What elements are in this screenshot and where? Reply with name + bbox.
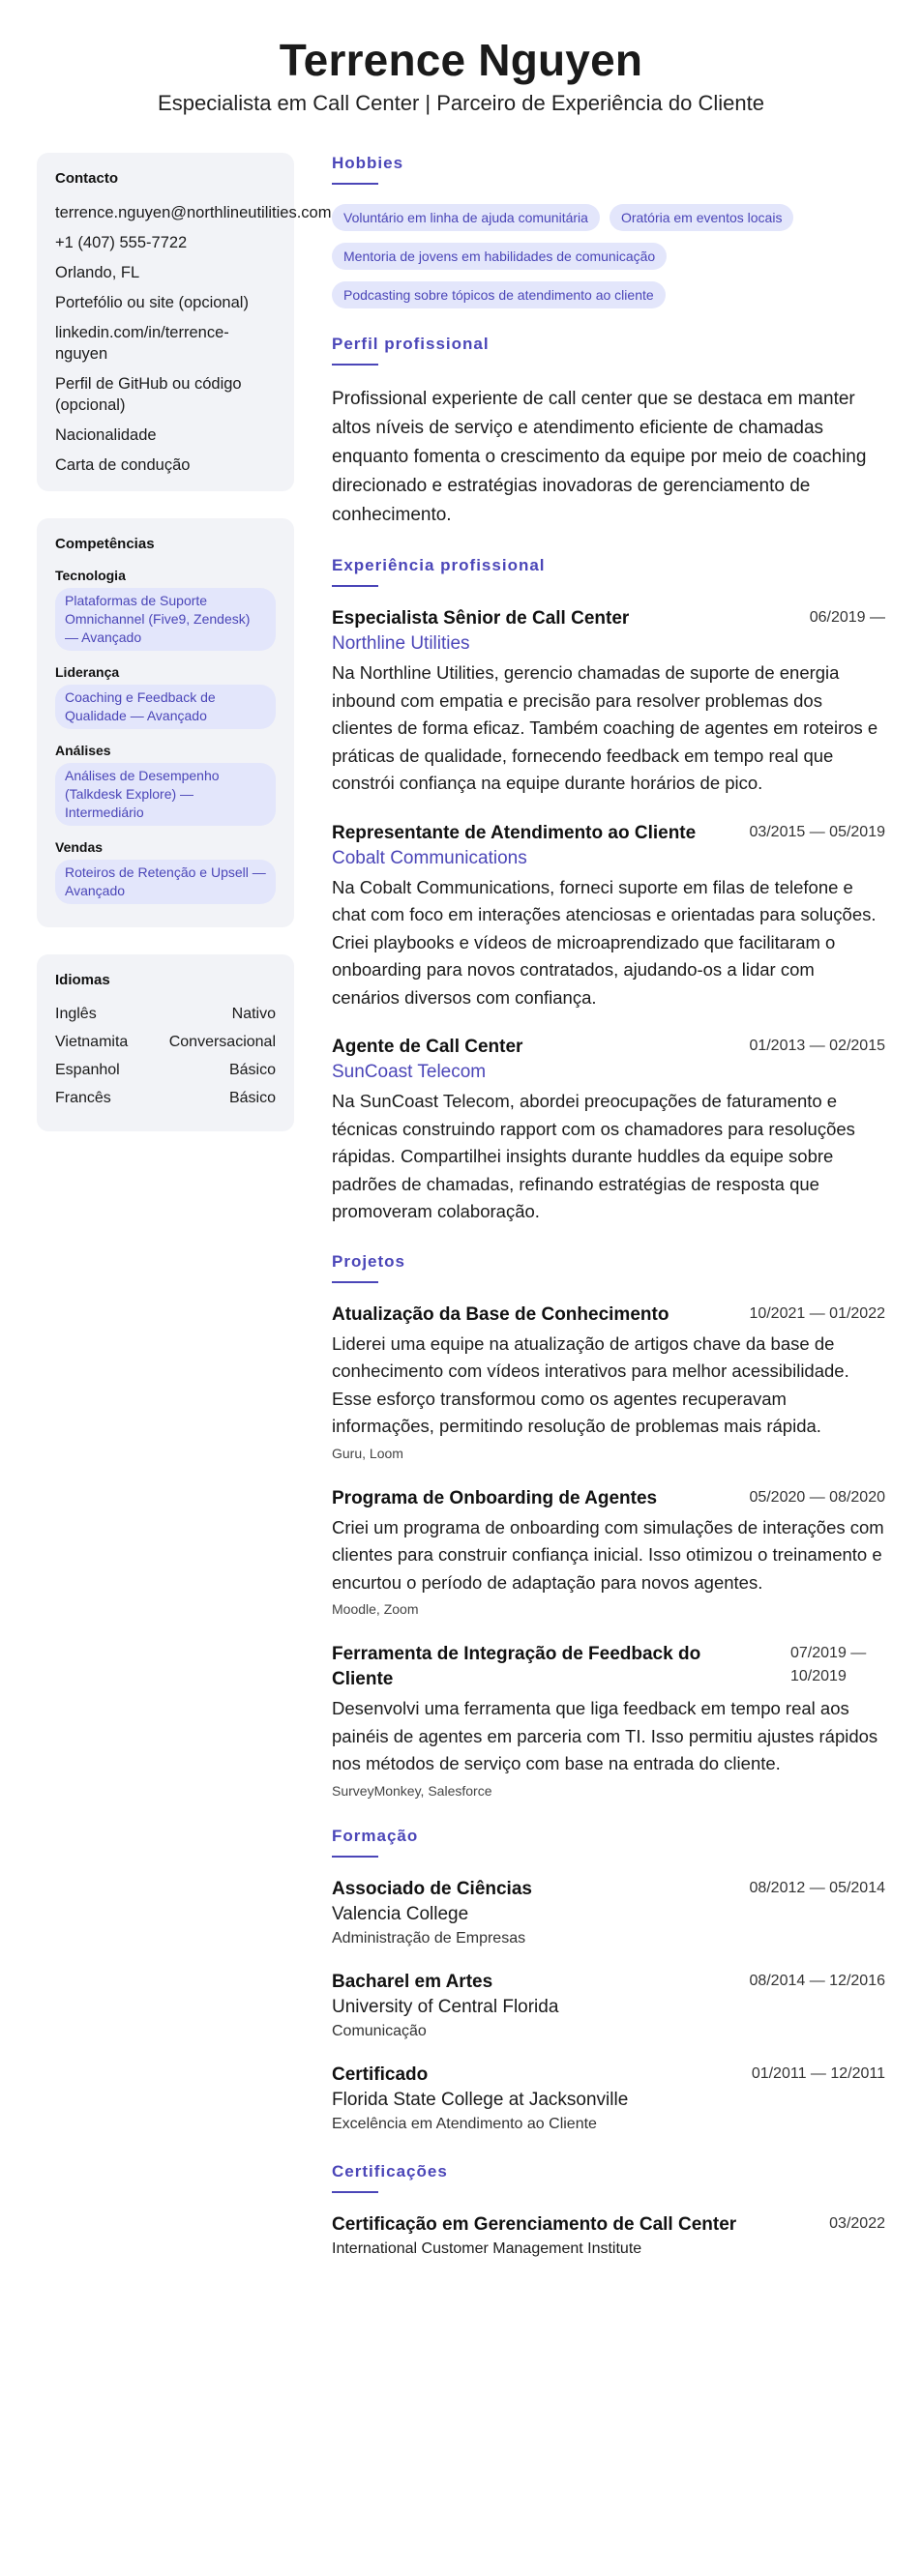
hobby-tag: Podcasting sobre tópicos de atendimento ao cliente (332, 281, 666, 308)
profile-title: Perfil profissional (332, 335, 490, 353)
language-row (55, 1088, 276, 1108)
degree-name: Certificado (332, 2064, 429, 2085)
language-level: Conversacional (168, 1034, 276, 1050)
languages-card (37, 954, 294, 1131)
sidebar (37, 153, 332, 1158)
school-name: Florida State College at Jacksonville (332, 2089, 629, 2110)
certification-date: 03/2022 (829, 2214, 885, 2232)
hobby-tag: Voluntário em linha de ajuda comunitária (332, 204, 600, 231)
education-section (332, 1826, 885, 2136)
experience-item (332, 821, 885, 1012)
language-level: Nativo (231, 1006, 276, 1022)
education-field: Excelência em Atendimento ao Cliente (332, 2115, 597, 2132)
contact-title: Contacto (55, 170, 118, 187)
education-item (332, 1877, 885, 1950)
candidate-name: Terrence Nguyen (279, 35, 643, 85)
skill-group (55, 664, 276, 729)
certifications-title: Certificações (332, 2161, 448, 2181)
job-date: 03/2015 — 05/2019 (749, 823, 885, 840)
education-item (332, 2063, 885, 2136)
certification-issuer: International Customer Management Institute (332, 2239, 642, 2257)
contact-github[interactable]: Perfil de GitHub ou código (opcional) (55, 375, 242, 414)
language-row (55, 1004, 276, 1024)
hobby-tag: Oratória em eventos locais (610, 204, 794, 231)
skill-group (55, 568, 276, 651)
job-description: Na Cobalt Communications, forneci suporte em filas de telefone e chat com foco em interações atenciosas e orientadas para soluções. Criei playbooks e vídeos de microaprendizado que facilitaram o onboarding para novos contratados, ajudando-os a lidar com cenários diversos com confiança. (332, 876, 877, 1008)
language-name: Inglês (55, 1006, 97, 1022)
project-name: Ferramenta de Integração de Feedback do Cliente (332, 1644, 701, 1689)
job-role: Especialista Sênior de Call Center (332, 608, 630, 629)
contact-card (37, 153, 332, 491)
contact-email[interactable]: terrence.nguyen@northlineutilities.com (55, 204, 332, 221)
project-description: Liderei uma equipe na atualização de artigos chave da base de conhecimento com vídeos interativos para melhor acessibilidade. Esse esforço transformou como os agentes recuperavam informações, permitindo resolução de problemas mais rápida. (332, 1332, 849, 1436)
education-date: 01/2011 — 12/2011 (751, 2064, 885, 2082)
contact-license: Carta de condução (55, 456, 191, 474)
job-company: Northline Utilities (332, 633, 470, 654)
project-name: Atualização da Base de Conhecimento (332, 1303, 669, 1325)
profile-section (332, 334, 885, 530)
section-divider (332, 1856, 378, 1858)
skill-category: Análises (55, 743, 111, 758)
language-level: Básico (228, 1090, 276, 1106)
degree-name: Bacharel em Artes (332, 1971, 493, 1992)
job-role: Agente de Call Center (332, 1037, 523, 1057)
hobby-tag: Mentoria de jovens em habilidades de comunicação (332, 243, 667, 270)
resume-header (0, 0, 922, 118)
skill-pill: Roteiros de Retenção e Upsell — Avançado (55, 860, 276, 904)
skill-category: Liderança (55, 664, 120, 680)
project-date: 05/2020 — 08/2020 (749, 1488, 885, 1506)
language-level: Básico (228, 1062, 276, 1078)
project-date: 07/2019 — 10/2019 (790, 1645, 867, 1684)
profile-text: Profissional experiente de call center que se destaca em manter altos níveis de serviço e atendimento eficiente de chamadas enquanto fomenta o crescimento da equipe por meio de coaching direcionado e estratégias inovadoras de gerenciamento de conhecimento. (332, 389, 867, 525)
language-row (55, 1060, 276, 1080)
education-date: 08/2012 — 05/2014 (749, 1879, 885, 1896)
job-company: SunCoast Telecom (332, 1062, 487, 1082)
project-date: 10/2021 — 01/2022 (749, 1304, 885, 1322)
project-name: Programa de Onboarding de Agentes (332, 1487, 658, 1508)
project-item (332, 1486, 885, 1620)
certification-item (332, 2212, 885, 2261)
job-company: Cobalt Communications (332, 847, 527, 868)
certification-name: Certificação em Gerenciamento de Call Center (332, 2213, 737, 2235)
experience-item (332, 1035, 885, 1226)
education-field: Comunicação (332, 2022, 427, 2039)
section-divider (332, 1281, 378, 1283)
school-name: University of Central Florida (332, 1996, 559, 2017)
section-divider (332, 183, 378, 185)
skill-group (55, 743, 276, 826)
job-role: Representante de Atendimento ao Cliente (332, 822, 697, 843)
experience-title: Experiência profissional (332, 556, 546, 574)
project-item (332, 1642, 885, 1800)
school-name: Valencia College (332, 1903, 469, 1924)
language-name: Vietnamita (55, 1034, 129, 1050)
education-field: Administração de Empresas (332, 1929, 526, 1947)
project-tools: Moodle, Zoom (332, 1601, 419, 1617)
project-item (332, 1303, 885, 1463)
job-description: Na Northline Utilities, gerencio chamadas de suporte de energia inbound com empatia e precisão para resolver problemas dos clientes de forma eficaz. Também coaching de agentes em roteiros e práticas de qualidade, fornecendo feedback em tempo real que constrói confiança na equipe durante horários de pico. (332, 662, 878, 793)
skills-title: Competências (55, 536, 155, 552)
section-divider (332, 364, 378, 366)
languages-title: Idiomas (55, 972, 110, 988)
skill-pill: Plataformas de Suporte Omnichannel (Five9, Zendesk) — Avançado (55, 588, 276, 651)
language-name: Francês (55, 1090, 111, 1106)
contact-nationality: Nacionalidade (55, 426, 157, 444)
education-date: 08/2014 — 12/2016 (749, 1972, 885, 1989)
contact-linkedin[interactable]: linkedin.com/in/terrence-nguyen (55, 324, 229, 363)
contact-portfolio[interactable]: Portefólio ou site (opcional) (55, 294, 249, 311)
education-title: Formação (332, 1826, 419, 1845)
certifications-section (332, 2161, 885, 2261)
job-date: 06/2019 — (809, 609, 885, 626)
language-name: Espanhol (55, 1062, 120, 1078)
projects-title: Projetos (332, 1251, 406, 1271)
language-row (55, 1032, 276, 1052)
education-item (332, 1970, 885, 2043)
section-divider (332, 2191, 378, 2193)
skill-group (55, 839, 276, 904)
experience-section (332, 555, 885, 1226)
project-tools: SurveyMonkey, Salesforce (332, 1782, 492, 1799)
project-description: Desenvolvi uma ferramenta que liga feedback em tempo real aos painéis de agentes em parceria com TI. Isso permitiu ajustes rápidos nos métodos de serviço com base na entrada do cliente. (332, 1698, 878, 1773)
section-divider (332, 585, 378, 587)
skills-card (37, 518, 294, 927)
contact-location: Orlando, FL (55, 264, 140, 281)
experience-item (332, 606, 885, 798)
candidate-subtitle: Especialista em Call Center | Parceiro de Experiência do Cliente (158, 91, 764, 115)
project-description: Criei um programa de onboarding com simulações de interações com clientes para construir confiança inicial. Isso otimizou o treinamento e encurtou o período de adaptação para novos agentes. (332, 1516, 884, 1593)
project-tools: Guru, Loom (332, 1445, 403, 1461)
degree-name: Associado de Ciências (332, 1878, 532, 1899)
hobbies-section (332, 153, 885, 308)
skill-category: Tecnologia (55, 568, 126, 583)
hobby-tags (332, 204, 885, 308)
skill-pill: Análises de Desempenho (Talkdesk Explore) — Intermediário (55, 763, 276, 826)
projects-section (332, 1251, 885, 1800)
job-description: Na SunCoast Telecom, abordei preocupações de faturamento e técnicas construindo rapport com os chamadores para resoluções rápidas. Compartilhei insights durante huddles da equipe sobre padrões de chamadas, refinando estratégias de resposta que promoveram colaboração. (332, 1091, 855, 1221)
contact-phone[interactable]: +1 (407) 555-7722 (55, 234, 188, 251)
skill-pill: Coaching e Feedback de Qualidade — Avançado (55, 685, 276, 729)
skill-category: Vendas (55, 839, 104, 855)
hobbies-title: Hobbies (332, 154, 404, 172)
main-content (332, 153, 885, 2286)
job-date: 01/2013 — 02/2015 (749, 1038, 885, 1054)
